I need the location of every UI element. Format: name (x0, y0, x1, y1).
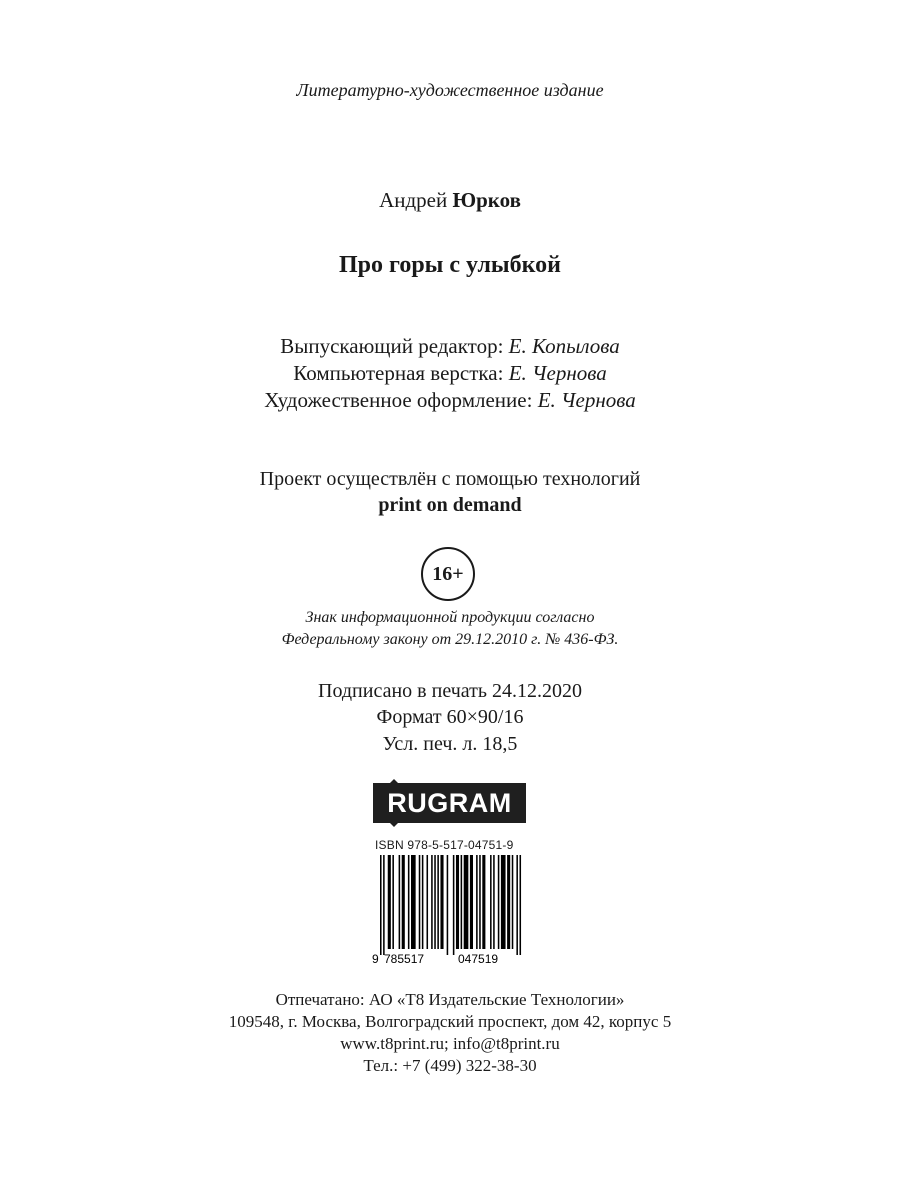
barcode-bar (512, 855, 514, 949)
barcode-bar (493, 855, 495, 949)
barcode-bar (453, 855, 455, 955)
print-signed-date: Подписано в печать 24.12.2020 (318, 680, 582, 702)
barcode-bar (447, 855, 449, 955)
printer-line4: Тел.: +7 (499) 322-38-30 (363, 1056, 537, 1075)
barcode-bar (411, 855, 416, 949)
age-notice-line2: Федеральному закону от 29.12.2010 г. № 436-ФЗ. (281, 631, 619, 648)
barcode-digits-group2: 047519 (458, 952, 499, 965)
credit-role: Выпускающий редактор: (280, 334, 504, 358)
print-format: Формат 60×90/16 (376, 706, 524, 728)
barcode-bar (516, 855, 518, 955)
barcode-bar (476, 855, 478, 949)
barcode-bar (399, 855, 401, 949)
barcode-bar (402, 855, 405, 949)
credit-line-editor (0, 334, 900, 359)
isbn-label: ISBN 978-5-517-04751-9 (375, 838, 514, 852)
barcode-bar (427, 855, 429, 949)
barcode-bar (380, 855, 382, 955)
author-name (0, 188, 900, 213)
barcode-digit-first: 9 (372, 952, 379, 965)
edition-type: Литературно-художественное издание (296, 80, 604, 100)
barcode-bar (470, 855, 473, 949)
credit-person: Е. Чернова (537, 388, 636, 412)
barcode-bar (464, 855, 469, 949)
age-rating-badge: 16+ (421, 547, 475, 601)
barcode-bar (461, 855, 463, 949)
author-first-name: Андрей (379, 188, 448, 212)
credit-line-art (0, 388, 900, 413)
barcode-bar (479, 855, 481, 949)
credit-person: Е. Чернова (508, 361, 607, 385)
isbn-barcode (370, 855, 530, 965)
book-title: Про горы с улыбкой (339, 252, 561, 278)
barcode-bar (408, 855, 410, 949)
credit-role: Художественное оформление: (264, 388, 533, 412)
barcode-bar (383, 855, 385, 955)
printer-line2: 109548, г. Москва, Волгоградский проспект, дом 42, корпус 5 (228, 1012, 672, 1031)
barcode-digits-group1: 785517 (384, 952, 425, 965)
credit-line-layout (0, 361, 900, 386)
barcode-bars (380, 855, 521, 955)
barcode-bar (437, 855, 439, 949)
credit-person: Е. Копылова (508, 334, 620, 358)
print-sheets: Усл. печ. л. 18,5 (382, 733, 518, 755)
barcode-bar (440, 855, 443, 949)
credit-role: Компьютерная верстка: (293, 361, 504, 385)
barcode-bar (388, 855, 391, 949)
project-note-line1: Проект осуществлён с помощью технологий (259, 468, 641, 490)
barcode-bar (498, 855, 500, 949)
age-notice-line1: Знак информационной продукции согласно (305, 609, 595, 626)
author-last-name: Юрков (452, 188, 521, 212)
barcode-bar (422, 855, 424, 949)
barcode-bar (507, 855, 510, 949)
barcode-bar (431, 855, 433, 949)
barcode-bar (392, 855, 394, 949)
barcode-bar (434, 855, 436, 949)
printer-line1: Отпечатано: АО «Т8 Издательские Технологии» (275, 990, 625, 1009)
barcode-bar (490, 855, 492, 949)
barcode-bar (501, 855, 506, 949)
barcode-bar (482, 855, 485, 949)
rugram-logo (373, 779, 526, 826)
barcode-bar (520, 855, 522, 955)
barcode-bar (419, 855, 421, 949)
logo-text: RUGRAM (387, 788, 512, 818)
barcode-bar (456, 855, 459, 949)
printer-line3: www.t8print.ru; info@t8print.ru (340, 1034, 560, 1053)
project-note-line2: print on demand (378, 494, 522, 516)
